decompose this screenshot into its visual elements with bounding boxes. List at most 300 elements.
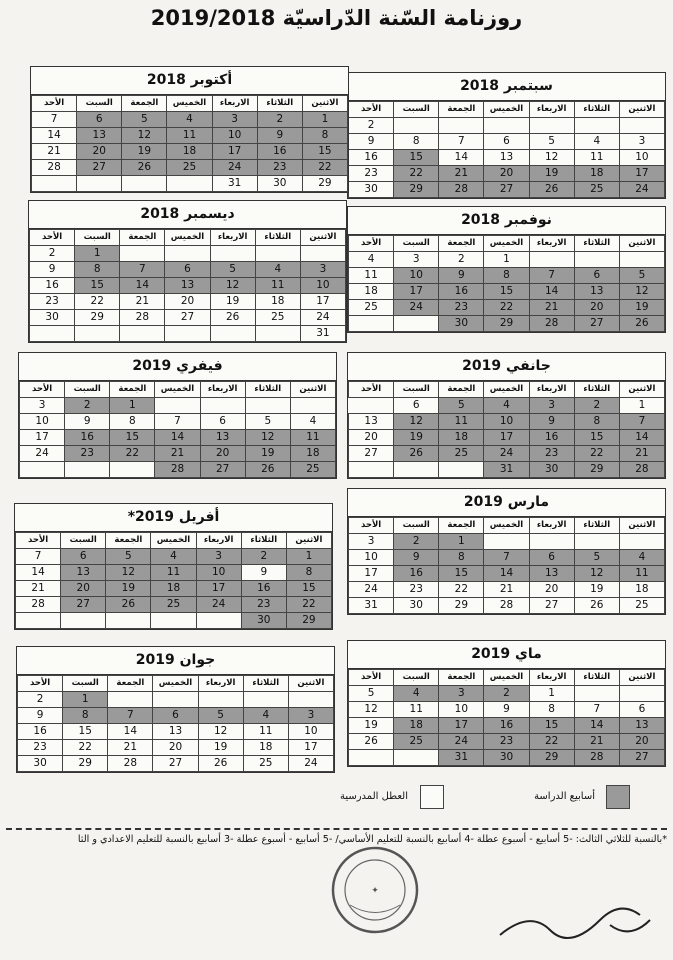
- weekday-header: الاثنين: [619, 236, 664, 252]
- weekday-header: الثلاثاء: [241, 533, 286, 549]
- day-cell: 17: [20, 430, 65, 446]
- day-cell: 15: [75, 278, 120, 294]
- day-cell: 9: [349, 134, 394, 150]
- weekday-header: الأحد: [20, 382, 65, 398]
- week-row: [16, 581, 332, 597]
- day-cell: 23: [30, 294, 75, 310]
- footnote: *بالنسبة للثلاثي الثالث: -5 أسابيع - أسبوع عطلة -4 أسابيع بالنسبة للتعليم الأساسي/ -5 أسابيع - أسبوع عطلة -3 أسابيع بالنسبة للتعليم الاعدادي و الثا: [6, 828, 667, 875]
- day-cell: 3: [619, 134, 664, 150]
- day-cell: 16: [439, 284, 484, 300]
- day-cell: 31: [439, 750, 484, 766]
- weekday-header: الأحد: [32, 96, 77, 112]
- day-cell: 16: [18, 724, 63, 740]
- day-cell: 28: [155, 462, 200, 478]
- day-cell: 27: [574, 316, 619, 332]
- day-cell: 4: [151, 549, 196, 565]
- day-cell: 30: [18, 756, 63, 772]
- weekday-header: الاربعاء: [198, 676, 243, 692]
- weekday-header: الخميس: [484, 670, 529, 686]
- empty-cell: [529, 252, 574, 268]
- weekday-header: السبت: [65, 382, 110, 398]
- day-cell: 8: [484, 268, 529, 284]
- week-row: [349, 702, 665, 718]
- day-cell: 15: [63, 724, 108, 740]
- day-cell: 27: [61, 597, 106, 613]
- weekday-header: الجمعة: [439, 236, 484, 252]
- weekday-header: الجمعة: [439, 518, 484, 534]
- day-cell: 30: [241, 613, 286, 629]
- day-cell: 12: [198, 724, 243, 740]
- day-cell: 28: [120, 310, 165, 326]
- day-cell: 12: [394, 414, 439, 430]
- week-row: [30, 262, 346, 278]
- day-cell: 4: [255, 262, 300, 278]
- empty-cell: [20, 462, 65, 478]
- day-cell: 2: [241, 549, 286, 565]
- day-cell: 11: [167, 128, 212, 144]
- day-cell: 26: [106, 597, 151, 613]
- day-cell: 30: [394, 598, 439, 614]
- day-cell: 12: [619, 284, 664, 300]
- weekday-header: الجمعة: [106, 533, 151, 549]
- weekday-header: الخميس: [153, 676, 198, 692]
- day-cell: 14: [155, 430, 200, 446]
- weekday-header: السبت: [61, 533, 106, 549]
- day-cell: 28: [16, 597, 61, 613]
- empty-cell: [151, 613, 196, 629]
- day-cell: 28: [32, 160, 77, 176]
- day-cell: 25: [619, 598, 664, 614]
- legend-study-swatch: [606, 785, 630, 809]
- day-cell: 30: [349, 182, 394, 198]
- day-cell: 10: [212, 128, 257, 144]
- day-cell: 15: [286, 581, 331, 597]
- week-row: [18, 740, 334, 756]
- week-row: [18, 724, 334, 740]
- day-cell: 26: [574, 598, 619, 614]
- week-row: [349, 316, 665, 332]
- empty-cell: [484, 534, 529, 550]
- day-cell: 9: [257, 128, 302, 144]
- day-cell: 3: [288, 708, 333, 724]
- day-cell: 16: [484, 718, 529, 734]
- day-cell: 25: [574, 182, 619, 198]
- day-cell: 20: [484, 166, 529, 182]
- day-cell: 1: [110, 398, 155, 414]
- day-cell: 24: [484, 446, 529, 462]
- day-cell: 8: [302, 128, 347, 144]
- week-row: [16, 613, 332, 629]
- day-cell: 9: [529, 414, 574, 430]
- week-row: [30, 246, 346, 262]
- day-cell: 25: [439, 446, 484, 462]
- weekday-header: الخميس: [484, 102, 529, 118]
- week-row: [20, 430, 336, 446]
- day-cell: 17: [484, 430, 529, 446]
- day-cell: 20: [77, 144, 122, 160]
- day-cell: 4: [484, 398, 529, 414]
- weekday-header-row: [349, 518, 665, 534]
- day-cell: 2: [30, 246, 75, 262]
- day-cell: 16: [349, 150, 394, 166]
- weekday-header: الثلاثاء: [574, 518, 619, 534]
- day-cell: 19: [122, 144, 167, 160]
- day-cell: 5: [619, 268, 664, 284]
- weekday-header: السبت: [394, 236, 439, 252]
- month-april: [14, 503, 333, 630]
- empty-cell: [349, 316, 394, 332]
- weekday-header: الخميس: [484, 236, 529, 252]
- weekday-header-row: [349, 102, 665, 118]
- day-cell: 13: [165, 278, 210, 294]
- day-cell: 23: [349, 166, 394, 182]
- day-cell: 1: [619, 398, 664, 414]
- day-cell: 22: [394, 166, 439, 182]
- empty-cell: [349, 462, 394, 478]
- day-cell: 5: [198, 708, 243, 724]
- day-cell: 16: [30, 278, 75, 294]
- empty-cell: [32, 176, 77, 192]
- day-cell: 15: [529, 718, 574, 734]
- day-cell: 29: [484, 316, 529, 332]
- day-cell: 2: [484, 686, 529, 702]
- weekday-header: الثلاثاء: [245, 382, 290, 398]
- day-cell: 4: [349, 252, 394, 268]
- day-cell: 13: [484, 150, 529, 166]
- day-cell: 23: [394, 582, 439, 598]
- day-cell: 29: [394, 182, 439, 198]
- day-cell: 6: [484, 134, 529, 150]
- weekday-header: السبت: [63, 676, 108, 692]
- day-cell: 6: [165, 262, 210, 278]
- day-cell: 13: [529, 566, 574, 582]
- weekday-header: الثلاثاء: [255, 230, 300, 246]
- weekday-header: الجمعة: [439, 382, 484, 398]
- calendar-grid: [15, 532, 332, 629]
- empty-cell: [61, 613, 106, 629]
- day-cell: 23: [65, 446, 110, 462]
- week-row: [349, 182, 665, 198]
- empty-cell: [16, 613, 61, 629]
- week-row: [20, 414, 336, 430]
- day-cell: 20: [619, 734, 664, 750]
- day-cell: 23: [241, 597, 286, 613]
- day-cell: 11: [439, 414, 484, 430]
- day-cell: 9: [30, 262, 75, 278]
- weekday-header-row: [18, 676, 334, 692]
- day-cell: 30: [257, 176, 302, 192]
- day-cell: 31: [484, 462, 529, 478]
- empty-cell: [155, 398, 200, 414]
- day-cell: 18: [255, 294, 300, 310]
- day-cell: 18: [574, 166, 619, 182]
- empty-cell: [574, 534, 619, 550]
- week-row: [349, 566, 665, 582]
- day-cell: 19: [349, 718, 394, 734]
- day-cell: 18: [439, 430, 484, 446]
- day-cell: 25: [243, 756, 288, 772]
- weekday-header: الخميس: [155, 382, 200, 398]
- day-cell: 4: [394, 686, 439, 702]
- day-cell: 20: [574, 300, 619, 316]
- day-cell: 8: [63, 708, 108, 724]
- week-row: [349, 268, 665, 284]
- day-cell: 25: [290, 462, 335, 478]
- empty-cell: [120, 246, 165, 262]
- day-cell: 2: [18, 692, 63, 708]
- empty-cell: [75, 326, 120, 342]
- weekday-header-row: [16, 533, 332, 549]
- weekday-header-row: [349, 670, 665, 686]
- legend: [300, 785, 640, 815]
- day-cell: 3: [349, 534, 394, 550]
- weekday-header: الأحد: [349, 236, 394, 252]
- day-cell: 9: [394, 550, 439, 566]
- day-cell: 3: [300, 262, 345, 278]
- day-cell: 25: [349, 300, 394, 316]
- day-cell: 18: [394, 718, 439, 734]
- day-cell: 17: [619, 166, 664, 182]
- empty-cell: [198, 692, 243, 708]
- empty-cell: [110, 462, 155, 478]
- day-cell: 13: [61, 565, 106, 581]
- day-cell: 4: [619, 550, 664, 566]
- empty-cell: [529, 534, 574, 550]
- day-cell: 1: [302, 112, 347, 128]
- day-cell: 19: [619, 300, 664, 316]
- day-cell: 31: [212, 176, 257, 192]
- weekday-header: الأحد: [349, 102, 394, 118]
- day-cell: 11: [243, 724, 288, 740]
- day-cell: 22: [574, 446, 619, 462]
- weekday-header: الجمعة: [110, 382, 155, 398]
- day-cell: 14: [484, 566, 529, 582]
- empty-cell: [619, 534, 664, 550]
- week-row: [349, 300, 665, 316]
- month-title: أكتوبر 2018: [31, 67, 348, 95]
- official-stamp: [330, 845, 420, 935]
- weekday-header: الأحد: [30, 230, 75, 246]
- day-cell: 22: [75, 294, 120, 310]
- week-row: [30, 278, 346, 294]
- week-row: [349, 284, 665, 300]
- calendar-grid: [348, 517, 665, 614]
- empty-cell: [167, 176, 212, 192]
- day-cell: 5: [574, 550, 619, 566]
- calendar-grid: [31, 95, 348, 192]
- day-cell: 11: [349, 268, 394, 284]
- day-cell: 6: [61, 549, 106, 565]
- weekday-header: الجمعة: [108, 676, 153, 692]
- day-cell: 21: [574, 734, 619, 750]
- day-cell: 11: [574, 150, 619, 166]
- day-cell: 24: [196, 597, 241, 613]
- month-may: [347, 640, 666, 767]
- empty-cell: [394, 118, 439, 134]
- day-cell: 11: [394, 702, 439, 718]
- day-cell: 2: [349, 118, 394, 134]
- empty-cell: [210, 326, 255, 342]
- day-cell: 7: [155, 414, 200, 430]
- empty-cell: [619, 686, 664, 702]
- day-cell: 6: [574, 268, 619, 284]
- calendar-grid: [348, 101, 665, 198]
- day-cell: 8: [286, 565, 331, 581]
- empty-cell: [77, 176, 122, 192]
- day-cell: 6: [200, 414, 245, 430]
- day-cell: 27: [484, 182, 529, 198]
- day-cell: 10: [484, 414, 529, 430]
- day-cell: 16: [241, 581, 286, 597]
- week-row: [349, 598, 665, 614]
- day-cell: 29: [286, 613, 331, 629]
- day-cell: 21: [108, 740, 153, 756]
- empty-cell: [30, 326, 75, 342]
- day-cell: 9: [484, 702, 529, 718]
- day-cell: 3: [20, 398, 65, 414]
- empty-cell: [243, 692, 288, 708]
- day-cell: 19: [574, 582, 619, 598]
- day-cell: 19: [106, 581, 151, 597]
- day-cell: 19: [198, 740, 243, 756]
- day-cell: 21: [32, 144, 77, 160]
- day-cell: 2: [574, 398, 619, 414]
- day-cell: 19: [210, 294, 255, 310]
- empty-cell: [65, 462, 110, 478]
- day-cell: 8: [110, 414, 155, 430]
- week-row: [32, 112, 348, 128]
- day-cell: 8: [394, 134, 439, 150]
- day-cell: 18: [290, 446, 335, 462]
- day-cell: 26: [122, 160, 167, 176]
- month-title: نوفمبر 2018: [348, 207, 665, 235]
- day-cell: 7: [574, 702, 619, 718]
- week-row: [20, 446, 336, 462]
- day-cell: 26: [349, 734, 394, 750]
- week-row: [349, 430, 665, 446]
- weekday-header: الأحد: [349, 518, 394, 534]
- day-cell: 13: [153, 724, 198, 740]
- empty-cell: [153, 692, 198, 708]
- day-cell: 16: [257, 144, 302, 160]
- weekday-header: الجمعة: [439, 670, 484, 686]
- day-cell: 6: [394, 398, 439, 414]
- day-cell: 21: [439, 166, 484, 182]
- weekday-header: الاربعاء: [529, 102, 574, 118]
- day-cell: 30: [30, 310, 75, 326]
- week-row: [16, 549, 332, 565]
- empty-cell: [394, 316, 439, 332]
- day-cell: 8: [574, 414, 619, 430]
- weekday-header: السبت: [394, 670, 439, 686]
- week-row: [16, 597, 332, 613]
- day-cell: 10: [349, 550, 394, 566]
- day-cell: 29: [574, 462, 619, 478]
- day-cell: 20: [529, 582, 574, 598]
- weekday-header: الاربعاء: [210, 230, 255, 246]
- calendar-grid: [17, 675, 334, 772]
- day-cell: 21: [484, 582, 529, 598]
- day-cell: 27: [349, 446, 394, 462]
- day-cell: 19: [529, 166, 574, 182]
- day-cell: 14: [529, 284, 574, 300]
- day-cell: 13: [349, 414, 394, 430]
- weekday-header: الاثنين: [300, 230, 345, 246]
- day-cell: 26: [529, 182, 574, 198]
- day-cell: 2: [257, 112, 302, 128]
- week-row: [20, 462, 336, 478]
- weekday-header-row: [30, 230, 346, 246]
- day-cell: 11: [619, 566, 664, 582]
- day-cell: 11: [151, 565, 196, 581]
- day-cell: 27: [77, 160, 122, 176]
- day-cell: 31: [349, 598, 394, 614]
- day-cell: 1: [75, 246, 120, 262]
- day-cell: 15: [302, 144, 347, 160]
- empty-cell: [106, 613, 151, 629]
- day-cell: 25: [255, 310, 300, 326]
- day-cell: 3: [439, 686, 484, 702]
- day-cell: 20: [200, 446, 245, 462]
- day-cell: 16: [65, 430, 110, 446]
- week-row: [349, 734, 665, 750]
- month-title: أفريل 2019*: [15, 504, 332, 532]
- day-cell: 5: [349, 686, 394, 702]
- day-cell: 1: [286, 549, 331, 565]
- day-cell: 14: [32, 128, 77, 144]
- calendar-grid: [348, 381, 665, 478]
- day-cell: 14: [619, 430, 664, 446]
- day-cell: 22: [439, 582, 484, 598]
- page-title: روزنامة السّنة الدّراسيّة 2019/2018: [150, 6, 523, 30]
- month-title: ماي 2019: [348, 641, 665, 669]
- day-cell: 14: [574, 718, 619, 734]
- day-cell: 28: [439, 182, 484, 198]
- weekday-header-row: [349, 382, 665, 398]
- weekday-header-row: [32, 96, 348, 112]
- day-cell: 13: [77, 128, 122, 144]
- day-cell: 21: [155, 446, 200, 462]
- day-cell: 10: [288, 724, 333, 740]
- day-cell: 28: [619, 462, 664, 478]
- day-cell: 27: [153, 756, 198, 772]
- day-cell: 1: [484, 252, 529, 268]
- day-cell: 24: [619, 182, 664, 198]
- day-cell: 12: [210, 278, 255, 294]
- day-cell: 26: [210, 310, 255, 326]
- day-cell: 22: [529, 734, 574, 750]
- weekday-header: الجمعة: [120, 230, 165, 246]
- day-cell: 25: [167, 160, 212, 176]
- weekday-header: الاربعاء: [200, 382, 245, 398]
- day-cell: 16: [394, 566, 439, 582]
- day-cell: 22: [302, 160, 347, 176]
- weekday-header: الاربعاء: [196, 533, 241, 549]
- weekday-header: الثلاثاء: [574, 236, 619, 252]
- week-row: [32, 176, 348, 192]
- week-row: [30, 294, 346, 310]
- day-cell: 18: [167, 144, 212, 160]
- day-cell: 23: [529, 446, 574, 462]
- day-cell: 7: [484, 550, 529, 566]
- day-cell: 1: [439, 534, 484, 550]
- week-row: [349, 750, 665, 766]
- empty-cell: [619, 252, 664, 268]
- day-cell: 1: [529, 686, 574, 702]
- weekday-header: الخميس: [167, 96, 212, 112]
- day-cell: 3: [212, 112, 257, 128]
- weekday-header: السبت: [394, 102, 439, 118]
